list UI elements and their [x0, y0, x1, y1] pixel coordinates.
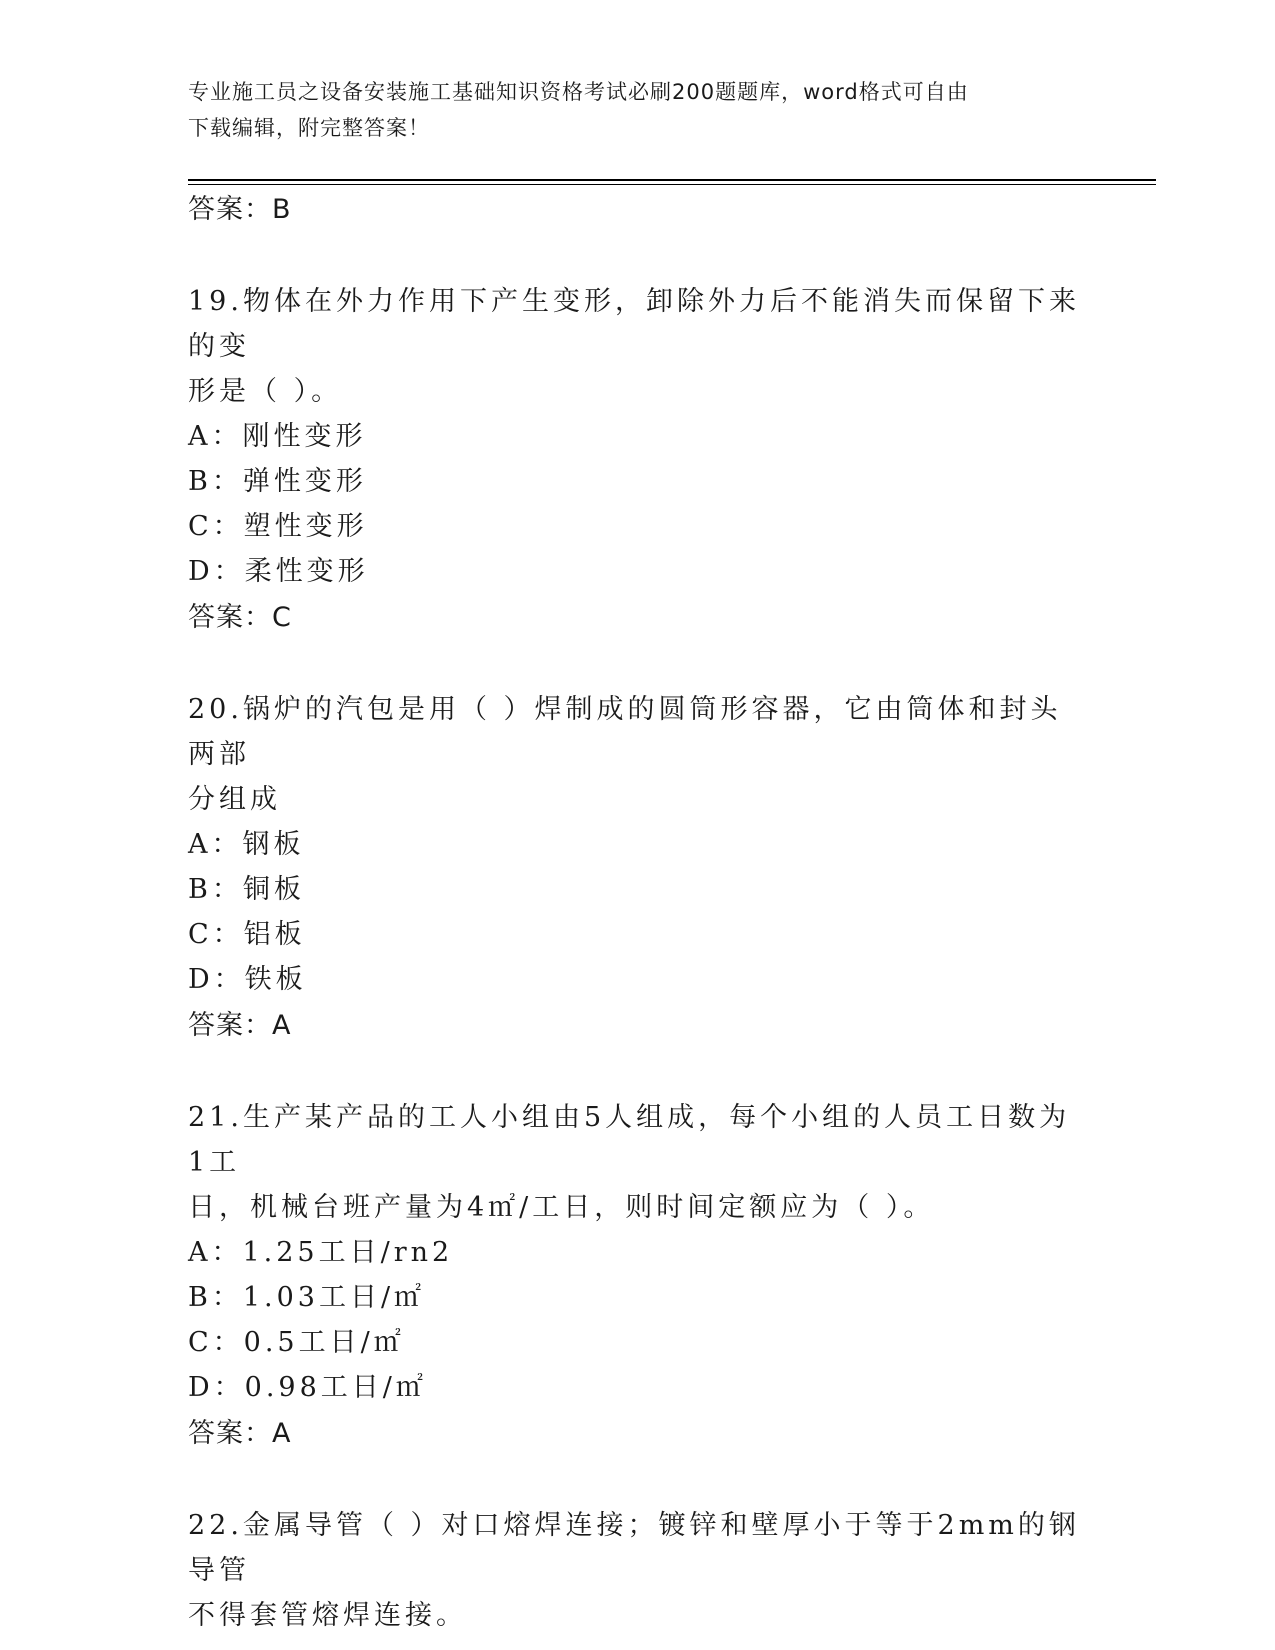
header-line-2: 下载编辑，附完整答案！: [188, 116, 430, 140]
header-line-1: 专业施工员之设备安装施工基础知识资格考试必刷200题题库，word格式可自由: [188, 80, 969, 104]
question-block: [188, 279, 1088, 643]
answer: 答案：A: [188, 1418, 292, 1449]
option-a: A：1.25工日/rn2: [188, 1237, 454, 1268]
question-block: [188, 687, 1088, 1051]
option-a: A：刚性变形: [188, 421, 367, 452]
option-d: D：铁板: [188, 964, 307, 995]
option-c: C：塑性变形: [188, 511, 368, 542]
option-b: B：铜板: [188, 874, 305, 905]
option-a: A：钢板: [188, 829, 305, 860]
question-text: 20.锅炉的汽包是用（ ）焊制成的圆筒形容器，它由筒体和封头两部: [188, 694, 1062, 770]
question-text: 19.物体在外力作用下产生变形，卸除外力后不能消失而保留下来的变: [188, 286, 1080, 362]
option-b: B：弹性变形: [188, 466, 367, 497]
option-b: B：1.03工日/㎡: [188, 1282, 426, 1313]
question-text-cont: 不得套管熔焊连接。: [188, 1600, 467, 1631]
question-block: [188, 1095, 1088, 1459]
answer: 答案：A: [188, 1010, 292, 1041]
option-c: C：铝板: [188, 919, 306, 950]
question-text: 21.生产某产品的工人小组由5人组成，每个小组的人员工日数为1工: [188, 1102, 1071, 1178]
question-list: [188, 190, 1088, 1638]
document-header: [188, 74, 1068, 146]
option-c: C：0.5工日/㎡: [188, 1327, 405, 1358]
question-text: 22.金属导管（ ）对口熔焊连接；镀锌和壁厚小于等于2mm的钢导管: [188, 1510, 1080, 1586]
question-text-cont: 分组成: [188, 784, 281, 815]
option-d: D：柔性变形: [188, 556, 369, 587]
option-d: D：0.98工日/㎡: [188, 1372, 427, 1403]
header-divider: [188, 179, 1156, 181]
header-divider-thin: [188, 184, 1156, 185]
question-text-cont: 日，机械台班产量为4㎡/工日，则时间定额应为（ ）。: [188, 1192, 935, 1223]
question-block: [188, 1503, 1088, 1638]
question-text-cont: 形是（ ）。: [188, 376, 343, 407]
answer: 答案：C: [188, 602, 292, 633]
previous-answer: 答案：B: [188, 194, 292, 225]
